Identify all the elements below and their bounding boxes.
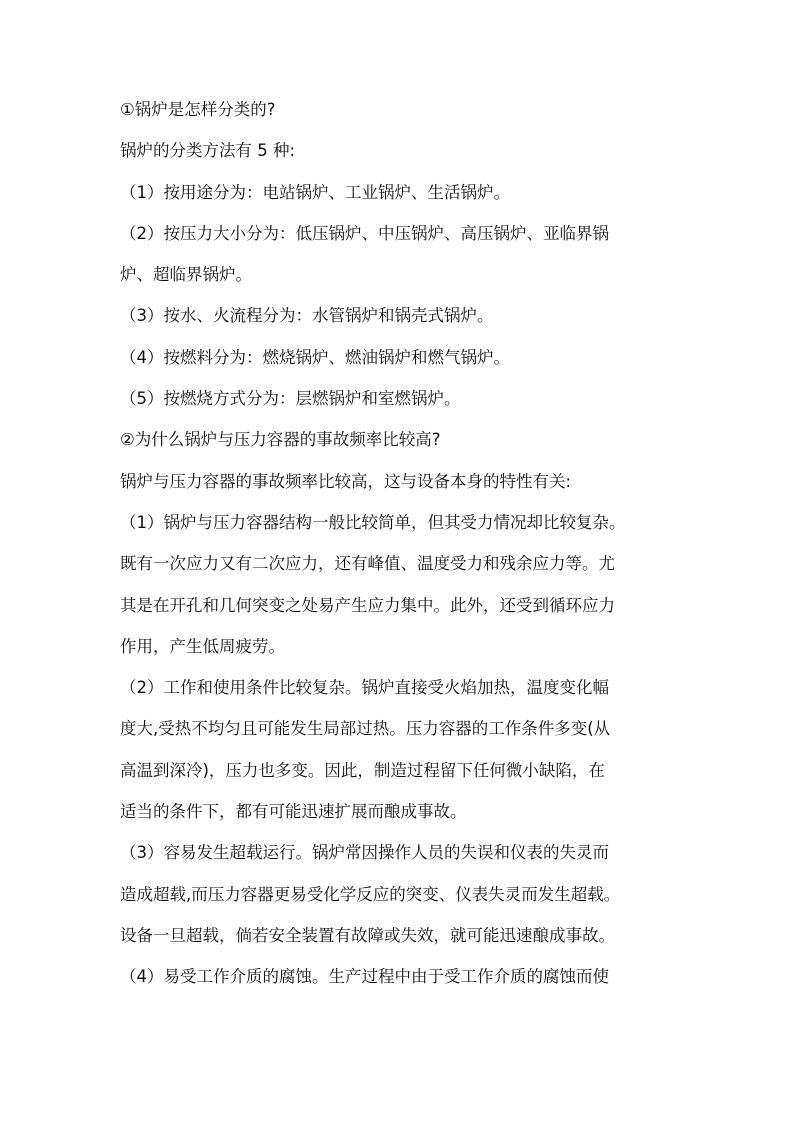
paragraph-line: 造成超载,而压力容器更易受化学反应的突变、仪表失灵而发生超载。 bbox=[120, 884, 621, 904]
paragraph-line: 高温到深冷)，压力也多变。因此，制造过程留下任何微小缺陷，在 bbox=[120, 760, 605, 780]
paragraph-line: 锅炉的分类方法有 5 种: bbox=[120, 141, 296, 161]
list-item: （4）易受工作介质的腐蚀。生产过程中由于受工作介质的腐蚀而使 bbox=[120, 967, 609, 987]
list-item: （3）按水、火流程分为：水管锅炉和锅壳式锅炉。 bbox=[120, 306, 494, 326]
list-item: （1）锅炉与压力容器结构一般比较简单，但其受力情况却比较复杂。 bbox=[120, 512, 626, 532]
paragraph-line: 设备一旦超载，倘若安全装置有故障或失效，就可能迅速酿成事故。 bbox=[120, 925, 615, 945]
paragraph-line: 作用，产生低周疲劳。 bbox=[120, 636, 285, 656]
document-page bbox=[120, 100, 678, 1009]
list-item: （2）按压力大小分为：低压锅炉、中压锅炉、高压锅炉、亚临界锅 bbox=[120, 223, 609, 243]
question-heading: ①锅炉是怎样分类的? bbox=[120, 100, 276, 119]
paragraph-line: 锅炉与压力容器的事故频率比较高，这与设备本身的特性有关: bbox=[120, 471, 572, 491]
paragraph-line: 既有一次应力又有二次应力，还有峰值、温度受力和残余应力等。尤 bbox=[120, 554, 615, 574]
list-item: （3）容易发生超载运行。锅炉常因操作人员的失误和仪表的失灵而 bbox=[120, 843, 609, 863]
paragraph-line: 度大,受热不均匀且可能发生局部过热。压力容器的工作条件多变(从 bbox=[120, 719, 611, 739]
list-item: （2）工作和使用条件比较复杂。锅炉直接受火焰加热，温度变化幅 bbox=[120, 678, 609, 698]
list-item: （1）按用途分为：电站锅炉、工业锅炉、生活锅炉。 bbox=[120, 182, 510, 202]
list-item: （4）按燃料分为：燃烧锅炉、燃油锅炉和燃气锅炉。 bbox=[120, 347, 510, 367]
paragraph-line: 炉、超临界锅炉。 bbox=[120, 265, 252, 285]
question-heading: ②为什么锅炉与压力容器的事故频率比较高? bbox=[120, 430, 441, 450]
paragraph-line: 适当的条件下，都有可能迅速扩展而酿成事故。 bbox=[120, 802, 467, 822]
list-item: （5）按燃烧方式分为：层燃锅炉和室燃锅炉。 bbox=[120, 389, 461, 409]
paragraph-line: 其是在开孔和几何突变之处易产生应力集中。此外，还受到循环应力 bbox=[120, 595, 615, 615]
